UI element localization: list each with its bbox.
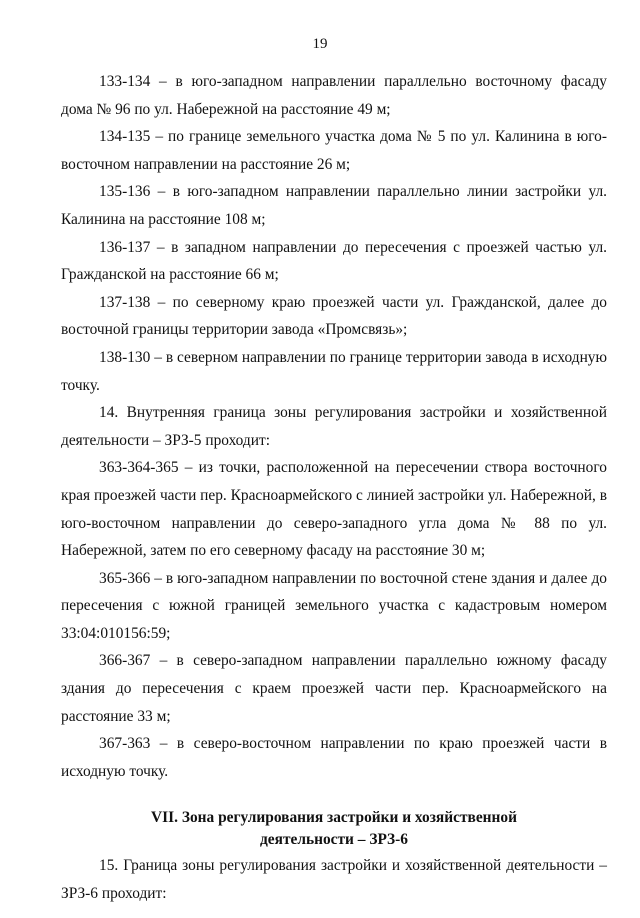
paragraph: 134-135 – по границе земельного участка дома № 5 по ул. Калинина в юго-восточном направлении на расстояние 26 м; [61,128,607,173]
clause-14: 14. Внутренняя граница зоны регулирования застройки и хозяйственной деятельности – ЗРЗ-5 проходит: [61,404,607,449]
paragraph: 137-138 – по северному краю проезжей части ул. Гражданской, далее до восточной границы территории завода «Промсвязь»; [61,293,607,339]
section-heading-line2: деятельности – ЗРЗ-6 [260,831,408,849]
document-body [61,68,607,908]
section-heading-line1: VII. Зона регулирования застройки и хозяйственной [151,809,517,827]
paragraph: 363-364-365 – из точки, расположенной на пересечении створа восточного края проезжей части пер. Красноармейского с линией застройки ул. Набережной, в юго-восточном направлении до северо-западного угла дома № 88 по ул. Набережной, затем по его северному фасаду на расстояние 30 м; [61,459,607,560]
paragraph: 136-137 – в западном направлении до пересечения с проезжей частью ул. Гражданской на расстояние 66 м; [61,238,607,284]
paragraph: 367-363 – в северо-восточном направлении по краю проезжей части в исходную точку. [61,735,607,780]
paragraph: 365-366 – в юго-западном направлении по восточной стене здания и далее до пересечения с южной границей земельного участка с кадастровым номером 33:04:010156:59; [61,569,607,642]
paragraph: 366-367 – в северо-западном направлении параллельно южному фасаду здания до пересечения с краем проезжей части пер. Красноармейского на расстояние 33 м; [61,652,607,725]
section-heading [61,807,607,851]
paragraph: 135-136 – в юго-западном направлении параллельно линии застройки ул. Калинина на расстояние 108 м; [61,183,607,228]
page-number: 19 [312,36,328,52]
paragraph: 133-134 – в юго-западном направлении параллельно восточному фасаду дома № 96 по ул. Набережной на расстояние 49 м; [61,73,607,118]
paragraph: 138-130 – в северном направлении по границе территории завода в исходную точку. [61,348,607,394]
clause-15: 15. Граница зоны регулирования застройки и хозяйственной деятельности – ЗРЗ-6 проходит: [61,857,607,903]
